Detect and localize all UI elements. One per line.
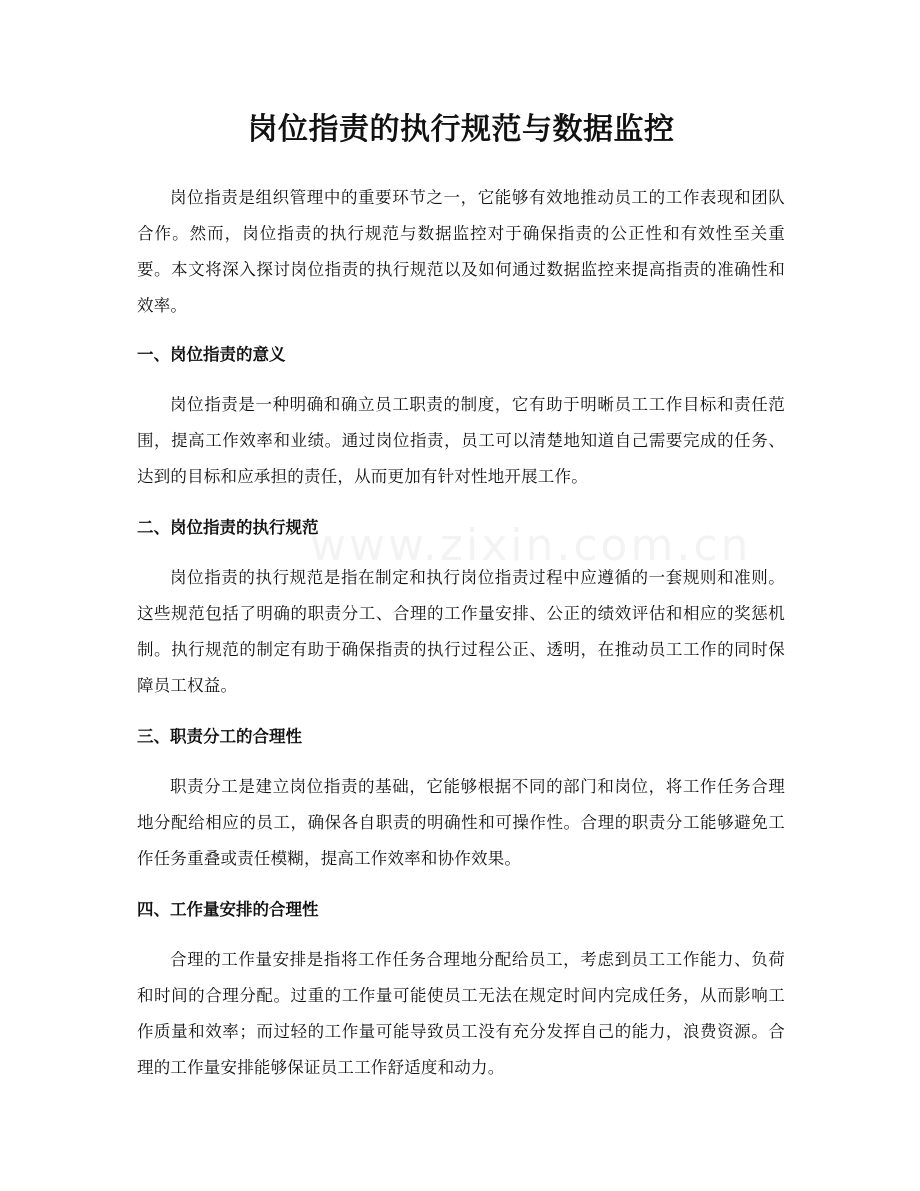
section-heading-3: 三、职责分工的合理性 [137,727,302,746]
intro-paragraph: 岗位指责是组织管理中的重要环节之一，它能够有效地推动员工的工作表现和团队合作。然而，岗位指责的执行规范与数据监控对于确保指责的公正性和有效性至关重要。本文将深入探讨岗位指责的执行规范以及如何通过数据监控来提高指责的准确性和效率。 [137,188,785,315]
section-body-3: 职责分工是建立岗位指责的基础，它能够根据不同的部门和岗位，将工作任务合理地分配给相应的员工，确保各自职责的明确性和可操作性。合理的职责分工能够避免工作任务重叠或责任模糊，提高工作效率和协作效果。 [137,777,785,868]
watermark: www.zixin.com.cn [310,520,752,571]
section-heading-4: 四、工作量安排的合理性 [137,900,319,919]
section-heading-1: 一、岗位指责的意义 [137,345,286,364]
section-body-2: 岗位指责的执行规范是指在制定和执行岗位指责过程中应遵循的一套规则和准则。这些规范包括了明确的职责分工、合理的工作量安排、公正的绩效评估和相应的奖惩机制。执行规范的制定有助于确保指责的执行过程公正、透明，在推动员工工作的同时保障员工权益。 [137,568,785,695]
document-title: 岗位指责的执行规范与数据监控 [247,112,675,147]
section-body-1: 岗位指责是一种明确和确立员工职责的制度，它有助于明晰员工工作目标和责任范围，提高工作效率和业绩。通过岗位指责，员工可以清楚地知道自己需要完成的任务、达到的目标和应承担的责任，从而更加有针对性地开展工作。 [137,395,785,486]
section-body-4: 合理的工作量安排是指将工作任务合理地分配给员工，考虑到员工工作能力、负荷和时间的合理分配。过重的工作量可能使员工无法在规定时间内完成任务，从而影响工作质量和效率；而过轻的工作量可能导致员工没有充分发挥自己的能力，浪费资源。合理的工作量安排能够保证员工工作舒适度和动力。 [137,950,785,1077]
section-heading-2: 二、岗位指责的执行规范 [137,518,319,537]
document-body [137,180,785,1086]
